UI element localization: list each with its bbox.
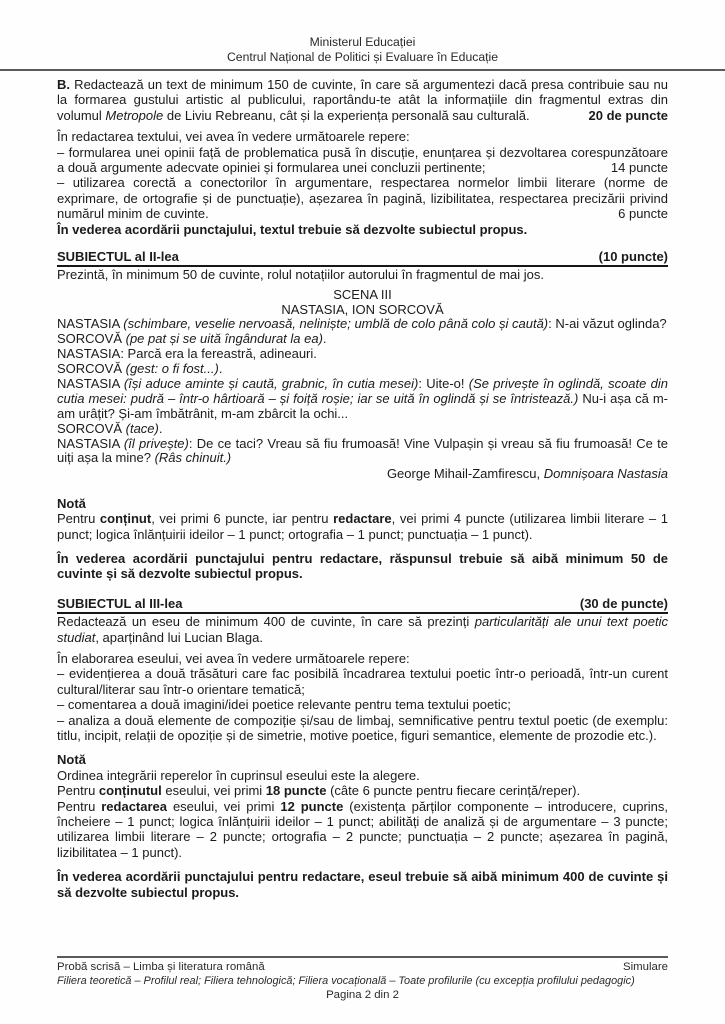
text-segment: (schimbare, veselie nervoasă, neliniște; umblă de colo până colo și caută) (123, 316, 549, 332)
text-segment: 12 puncte (280, 798, 344, 814)
text-segment: Redactează un eseu de minimum 400 de cuvinte, în care să prezinți (57, 614, 475, 630)
dialogue-line-1 (57, 317, 668, 332)
footer-exam-name: Probă scrisă – Limba și literatura română (57, 961, 265, 973)
subject3-guideline-item-3: – analiza a două elemente de compoziție și/sau de limbaj, semnificative pentru textul poetic (de exemplu: titlu, incipit, relații de opoziție și de simetrie, motive poetice, figuri semantice, elemente de prozodie etc.). (57, 712, 668, 744)
text-segment: Pentru (57, 798, 102, 814)
footer-exam-row (57, 960, 668, 974)
text-segment: eseului, vei primi (167, 798, 281, 814)
text-segment: B. (57, 77, 70, 92)
guideline-item-text: – formularea unei opinii față de problematica pusă în discuție, enunțarea și dezvoltarea corespunzătoare a două argumente adecvate opiniei și formularea unei concluzii pertinente; (57, 144, 668, 176)
text-segment: Redactează un text de minimum 150 de cuvinte, în care să argumentezi dacă presa contribuie sau nu la formarea gustului artistic al publicului, raportându-te atât la informațiile din fragmentul extras din volumul (57, 77, 668, 123)
subject3-redaction-note: În vederea acordării punctajului pentru redactare, eseul trebuie să aibă minimum 400 de cuvinte și să dezvolte subiectul propus. (57, 869, 668, 900)
text-segment: (tace) (125, 420, 159, 436)
scene-block (57, 287, 668, 317)
text-segment: redactare (333, 511, 392, 527)
dialogue-line-2 (57, 332, 668, 347)
subject3-nota-line-3 (57, 799, 668, 861)
text-segment: Pentru (57, 783, 99, 799)
subject3-guideline-item-2: – comentarea a două imagini/idei poetice relevante pentru tema textului poetic; (57, 697, 511, 713)
subject2-nota-text (57, 511, 668, 542)
text-segment: (își aduce aminte și caută, grabnic, în cutia mesei) (123, 375, 419, 391)
text-segment: : De ce taci? Vreau să fiu frumoasă! Vine Vulpașin și vreau să fiu frumoasă! Ce te uiți așa la mine? (57, 435, 669, 466)
scene-characters: NASTASIA, ION SORCOVĂ (281, 302, 444, 318)
text-segment: (îl privește) (123, 435, 189, 451)
subject2-points: (10 puncte) (598, 249, 668, 265)
text-segment: particularități ale unui text poetic studiat (57, 614, 668, 645)
text-segment: SORCOVĂ (57, 420, 126, 436)
text-segment: Domnișoara Nastasia (543, 466, 668, 482)
task-b-guideline-item-2 (57, 175, 668, 221)
text-segment: Nu-i așa că m-am urâțit? Și-am îmbătrânit, m-am zbârcit la ochi... (57, 390, 668, 421)
text-segment: : N-ai văzut oglinda? (548, 316, 667, 332)
text-segment: NASTASIA (57, 375, 124, 391)
text-segment: (câte 6 puncte pentru fiecare cerință/reper). (326, 783, 581, 799)
header-center-line: Centrul Național de Politici și Evaluare în Educație (227, 50, 498, 64)
text-segment: (pe pat și se uită îngândurat la ea) (125, 331, 323, 347)
text-segment: conținut (99, 511, 152, 527)
text-segment: (Se privește în oglindă, scoate din cutia mesei: pudră – într-o hârtioară – și foiță roșie; iar se uită în oglindă și se întristează.) (57, 375, 668, 406)
scene-heading: SCENA III (333, 286, 392, 302)
text-segment: . (322, 331, 327, 347)
text-segment: (existența părților componente – introducere, cuprins, încheiere – 1 punct; logica înlănțuirii ideilor – 1 punct; abilități de analiză și de argumentare – 3 puncte; utilizarea limbii literare – 2 puncte; ortografia – 2 puncte; punctuația – 2 puncte; așezarea în pagină, lizibilitatea – 1 punct). (57, 798, 668, 860)
text-segment: eseului, vei primi (161, 783, 266, 799)
dialogue-line-3 (57, 347, 668, 362)
subject3-title: SUBIECTUL al III-lea (57, 595, 183, 611)
text-segment: : Uite-o! (418, 375, 469, 391)
task-b-guideline-item-1 (57, 145, 668, 176)
text-segment: NASTASIA (57, 435, 124, 451)
document-content (57, 77, 668, 900)
guideline-item-points: 6 puncte (618, 206, 668, 222)
dialogue-line-5 (57, 377, 668, 422)
text-segment: SORCOVĂ (57, 331, 126, 347)
subject3-points: (30 de puncte) (579, 595, 668, 611)
subject2-title: SUBIECTUL al II-lea (57, 249, 179, 265)
text-segment: Metropole (105, 107, 164, 123)
subject3-heading (57, 596, 668, 614)
guideline-item-points: 14 puncte (610, 160, 668, 176)
task-b-text (57, 77, 668, 123)
text-segment: 18 puncte (265, 783, 327, 799)
text-segment: , vei primi 6 puncte, iar pentru (151, 511, 334, 527)
text-segment: (Râs chinuit.) (154, 450, 232, 466)
text-segment: . (218, 361, 223, 376)
task-b-redaction-note: În vederea acordării punctajului, textul trebuie să dezvolte subiectul propus. (57, 221, 528, 237)
subject3-guidelines-intro: În elaborarea eseului, vei avea în vedere următoarele repere: (57, 651, 410, 666)
footer-rule (57, 956, 668, 958)
page-footer (57, 956, 668, 1002)
text-segment: . (158, 420, 163, 436)
text-segment: (gest: o fi fost...) (125, 361, 219, 376)
text-segment: de Liviu Rebreanu, cât și la experiența personală sau culturală. (163, 107, 530, 123)
text-segment: NASTASIA (57, 316, 124, 332)
text-segment: conținutul (98, 783, 162, 799)
footer-filiera-line: Filiera teoretică – Profilul real; Filiera tehnologică; Filiera vocațională – Toate profilurile (cu excepția profilului pedagogic) (57, 975, 635, 987)
text-segment: Pentru (57, 511, 100, 527)
subject2-prompt: Prezintă, în minimum 50 de cuvinte, rolul notațiilor autorului în fragmentul de mai jos. (57, 267, 545, 283)
text-segment: George Mihail-Zamfirescu, (386, 466, 544, 482)
text-segment: NASTASIA: Parcă era la fereastră, adineauri. (57, 346, 317, 362)
subject3-nota-title: Notă (57, 752, 86, 768)
footer-session: Simulare (623, 961, 668, 973)
footer-page-number: Pagina 2 din 2 (326, 989, 399, 1001)
subject2-nota-title: Notă (57, 495, 86, 511)
text-segment: redactarea (101, 798, 168, 814)
fragment-attribution (57, 466, 668, 481)
dialogue-line-4 (57, 362, 668, 377)
guideline-item-text: – utilizarea corectă a conectorilor în argumentare, respectarea normelor limbii literare (norme de exprimare, de ortografie și de punctuație), așezarea în pagină, lizibilitatea, respectarea precizării privind numărul minim de cuvinte. (57, 175, 668, 222)
dialogue-fragment (57, 317, 668, 466)
subject3-nota-line-2 (57, 783, 668, 798)
text-segment: SORCOVĂ (57, 361, 126, 376)
subject3-prompt (57, 614, 668, 645)
subject2-heading (57, 249, 668, 267)
page-header (0, 0, 725, 65)
subject3-guideline-item-1: – evidențierea a două trăsături care fac posibilă încadrarea textului poetic într-o perioadă, într-un curent cultural/literar sau într-o orientare tematică; (57, 666, 668, 697)
subject2-redaction-note: În vederea acordării punctajului pentru redactare, răspunsul trebuie să aibă minimum 50 de cuvinte și să dezvolte subiectul propus. (57, 550, 668, 582)
header-rule (0, 69, 725, 71)
dialogue-line-7 (57, 437, 668, 467)
header-ministry-line: Ministerul Educației (309, 35, 416, 49)
subject3-nota-line-1: Ordinea integrării reperelor în cuprinsul eseului este la alegere. (57, 767, 420, 783)
text-segment: , aparținând lui Lucian Blaga. (95, 629, 263, 645)
text-segment: , vei primi 4 puncte (utilizarea limbii literare – 1 punct; logica înlănțuirii ideilor – 1 punct; ortografia – 1 punct; punctuația – 1 punct). (57, 511, 669, 542)
dialogue-line-6 (57, 422, 668, 437)
task-b-paragraph (57, 77, 668, 123)
task-b-guidelines-intro: În redactarea textului, vei avea în vedere următoarele repere: (57, 129, 410, 145)
task-b-points: 20 de puncte (588, 107, 668, 123)
